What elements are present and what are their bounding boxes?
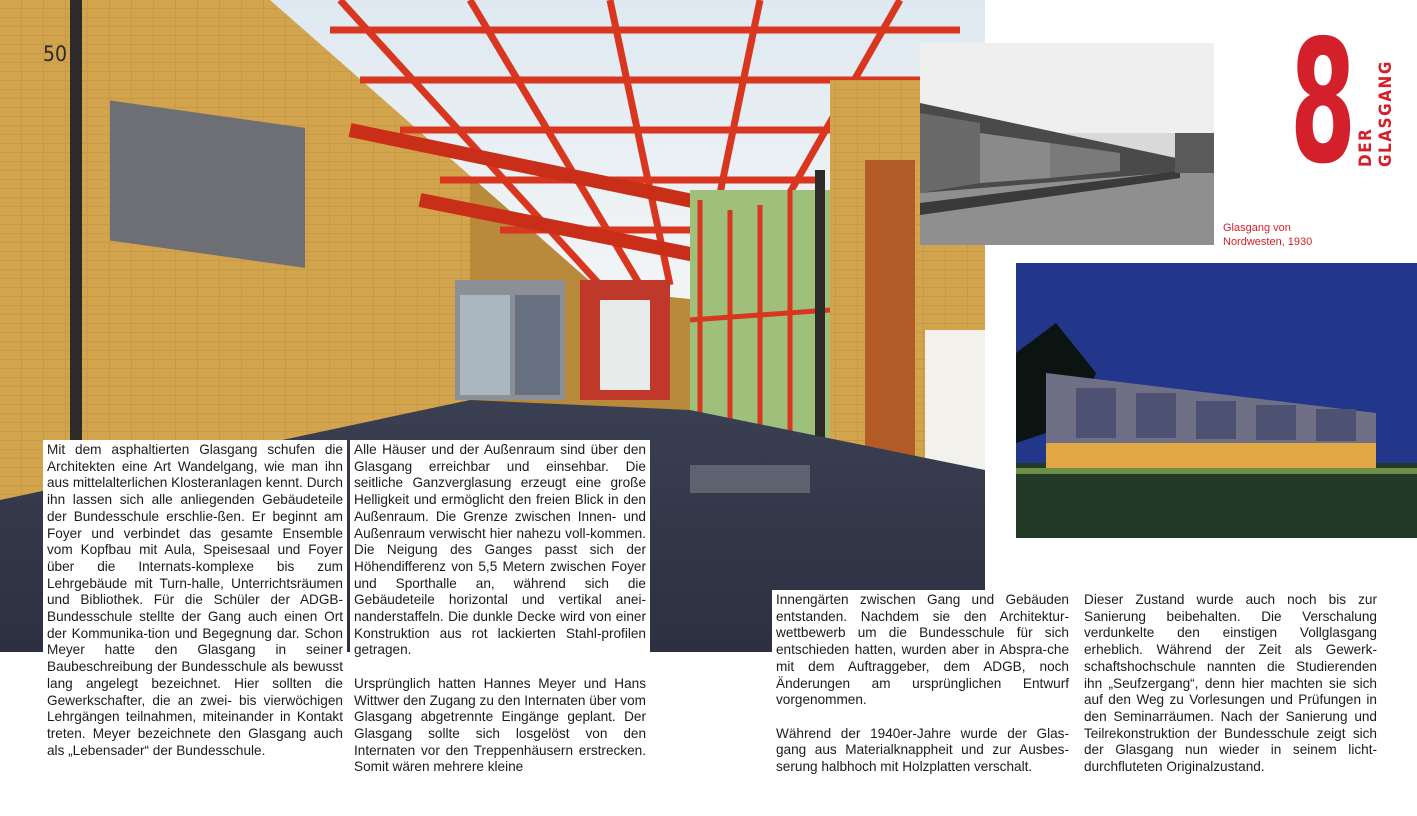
body-text-column-4: Dieser Zustand wurde auch noch bis zur Sanierung beibehalten. Die Verschalung verdunkelte den einstigen Vollglasgang erheblich. Während der Zeit als Gewerk-schaftshochschule nannten die Studierenden ihn „Seufzergang“, denn hier machten sie sich auf den Weg zu Vorlesungen und Prüfungen in den Seminarräumen. Nach der Sanierung und Teilrekonstruktion der Bundesschule zeigt sich der Glasgang nun wieder in seinem licht-durchfluteten Originalzustand. — [1080, 590, 1381, 776]
caption-line: Nordwesten, 1930 — [1223, 236, 1313, 248]
chapter-number: 8 — [1290, 4, 1356, 202]
body-text-column-2: Alle Häuser und der Außenraum sind über den Glasgang erreichbar und einsehbar. Die seitliche Ganzverglasung erzeugt eine große Helligkeit und ermöglicht den freien Blick in den Außenraum. Die Grenze zwischen Innen- und Außenraum verwischt hier nahezu voll-kommen. Die Neigung des Ganges passt sich der Höhendifferenz von 5,5 Metern zwischen Foyer und Sporthalle an, während sich die Gebäudeteile horizontal und vertikal anei-nanderstaffeln. Die dunkle Decke wird von einer Konstruktion aus rot lackierten Stahl-profilen getragen. Ursprünglich hatten Hannes Meyer und Hans Wittwer den Zugang zu den Internaten über vom Glasgang abgetrennte Eingänge geplant. Der Glasgang sollte sich losgelöst von den Internaten vor den Treppenhäusern erstrecken. Somit wären mehrere kleine — [350, 440, 650, 776]
historic-photo — [920, 43, 1214, 245]
page-number: 50 — [43, 42, 68, 66]
caption-line: Glasgang von — [1223, 222, 1291, 234]
night-photo — [1016, 263, 1417, 538]
chapter-title — [1356, 42, 1396, 167]
chapter-title-text: DER GLASGANG — [1356, 60, 1396, 167]
body-text-column-1: Mit dem asphaltierten Glasgang schufen die Architekten eine Art Wandelgang, wie man ihn aus mittelalterlichen Klosteranlagen kennt. Durch ihn lassen sich alle anliegenden Gebäudeteile der Bundesschule erschlie-ßen. Er beginnt am Foyer und verbindet das gesamte Ensemble vom Kopfbau mit Aula, Speisesaal und Foyer über die Internats-komplexe bis zum Lehrgebäude mit Turn-halle, Unterrichtsräumen und Bibliothek. Für die Schüler der ADGB-Bundesschule stellte der Gang auch einen Ort der Kommunika-tion und Begegnung dar. Schon Meyer hatte den Glasgang in seiner Baubeschreibung der Bundesschule als bewusst lang angelegt bezeichnet. Hier sollten die Gewerkschafter, die an zwei- bis vierwöchigen Lehrgängen teilnahmen, miteinander in Kontakt treten. Meyer bezeichnete den Glasgang auch als „Lebensader“ der Bundesschule. — [43, 440, 347, 759]
historic-photo-caption — [1223, 221, 1383, 249]
body-text-column-3: Innengärten zwischen Gang und Gebäuden entstanden. Nachdem sie den Architektur-wettbewerb um die Bundesschule für sich entschieden hatten, wurden aber in Abspra-che mit dem Auftraggeber, dem ADGB, noch Änderungen am ursprünglichen Entwurf vorgenommen. Während der 1940er-Jahre wurde der Glas-gang aus Materialknappheit und zur Ausbes-serung halbhoch mit Holzplatten verschalt. — [772, 590, 1073, 776]
